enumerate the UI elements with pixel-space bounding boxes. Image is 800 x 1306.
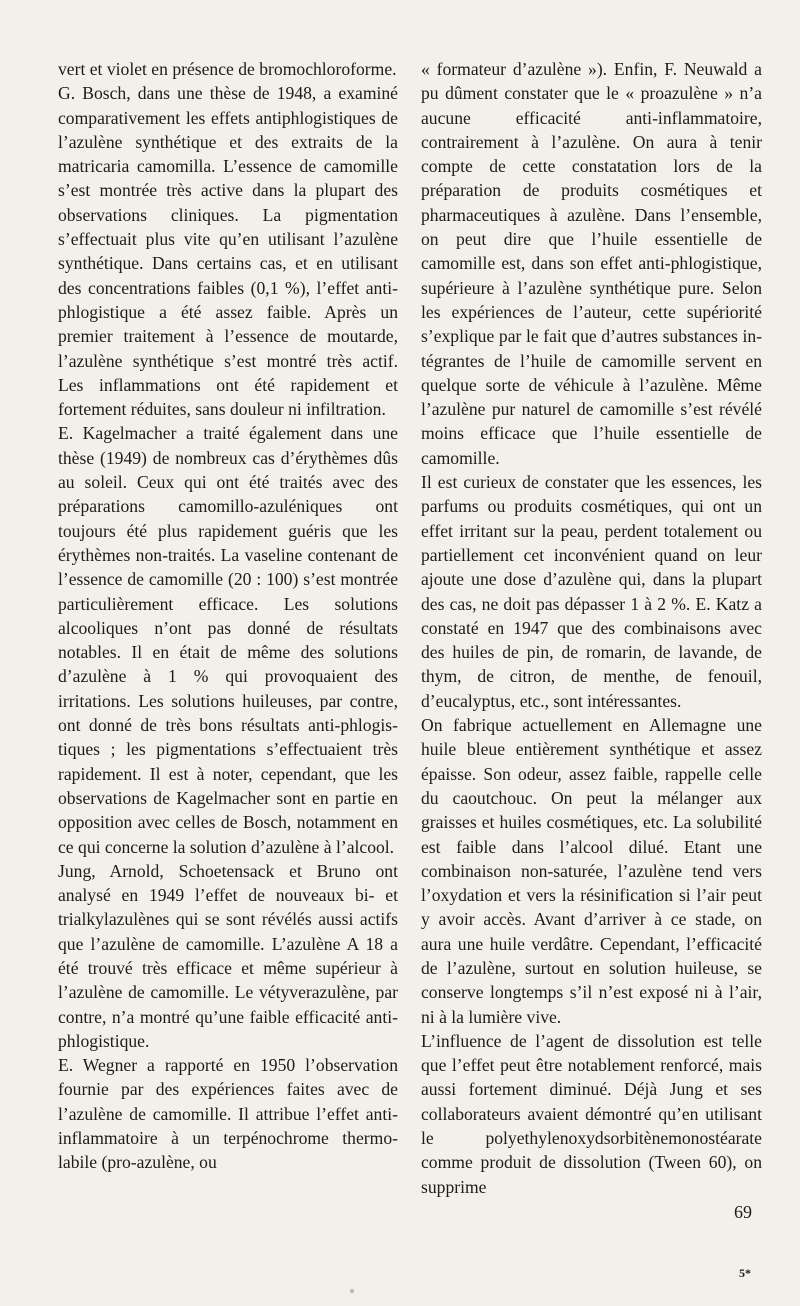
paragraph: On fabrique actuellement en Allemagne une huile bleue entièrement synthétique et assez épaisse. Son odeur, assez faible, rappelle celle du caoutchouc. On peut la mélanger aux graisses et huiles cosmétiques, etc. La solubilité est faible dans l’alcool dilué. Etant une combinaison non-saturée, l’azulène tend vers l’oxydation et vers la résinification si l’air peut y avoir accès. Avant d’arriver à ce stade, on aura une huile verdâtre. Cependant, l’efficacité de l’azulène, surtout en solution huileuse, se conserve longtemps s’il n’est exposé ni à l’air, ni à la lumière vive. [421, 715, 762, 1027]
paragraph: E. Wegner a rapporté en 1950 l’observation fournie par des expériences faites avec de l’azulène de camomille. Il attribue l’effet anti-inflammatoire à un terpénochrome thermo-labile (pro-azulène, ou [58, 1055, 398, 1173]
left-column [58, 57, 398, 1175]
paragraph: L’influence de l’agent de dissolution est telle que l’effet peut être notablement renforcé, mais aussi fortement diminué. Déjà Jung et ses collaborateurs avaient démontré qu’en utilisant le polyethylenoxydsorbitènemonostéarate comme produit de dissolution (Tween 60), on supprime [421, 1030, 762, 1197]
paragraph: vert et violet en présence de bromochloroforme. [58, 59, 397, 79]
paragraph: G. Bosch, dans une thèse de 1948, a examiné comparativement les effets antiphlogistiques de l’azulène synthétique et des extraits de la matricaria camomilla. L’essence de camomille s’est montrée très active dans la plupart des observations cliniques. La pigmentation s’effectuait plus vite qu’en utilisant l’azulène synthétique. Dans certains cas, et en utilisant des concentrations faibles (0,1 %), l’effet antiphlogistique a été assez faible. Après un premier traitement à l’essence de moutarde, l’azulène synthétique s’est montré très actif. Les inflammations ont été rapidement et fortement réduites, sans douleur ni infiltration. [58, 83, 398, 420]
signature-mark: 5* [739, 1266, 751, 1280]
paragraph: « formateur d’azulène »). Enfin, F. Neuwald a pu dûment constater que le « proazulène » n’a aucune efficacité anti-inflammatoire, contrairement à l’azulène. On aura à tenir compte de cette constatation lors de la préparation de produits cosmétiques et pharmaceutiques à azulène. Dans l’ensemble, on peut dire que l’huile essentielle de camomille est, dans son effet anti-phlogistique, supérieure à l’azulène synthétique pure. Selon les expériences de l’auteur, cette supériorité s’explique par le fait que d’autres substances intégrantes de l’huile de camomille servent en quelque sorte de véhicule à l’azulène. Même l’azulène pur naturel de camomille s’est révélé moins efficace que l’huile essentielle de camomille. [421, 59, 762, 468]
right-column [421, 57, 762, 1199]
paragraph: Jung, Arnold, Schoetensack et Bruno ont analysé en 1949 l’effet de nouveaux bi- et trialkylazulènes qui se sont révélés aussi actifs que l’azulène de camomille. L’azulène A 18 a été trouvé très efficace et même supérieur à l’azulène de camomille. Le vétyverazulène, par contre, n’a montré qu’une faible efficacité anti-phlogistique. [58, 860, 398, 1051]
print-dot [350, 1289, 354, 1293]
paragraph: Il est curieux de constater que les essences, les parfums ou produits cosmétiques, qui ont un effet irritant sur la peau, perdent totalement ou partiellement cet inconvénient quand on leur ajoute une dose d’azulène qui, dans la plupart des cas, ne doit pas dépasser 1 à 2 %. E. Katz a constaté en 1947 que des combinaisons avec des huiles de pin, de romarin, de lavande, de thym, de citron, de menthe, de fenouil, d’eucalyptus, etc., sont intéressantes. [421, 472, 762, 711]
paragraph: E. Kagelmacher a traité également dans une thèse (1949) de nombreux cas d’érythèmes dûs au soleil. Ceux qui ont été traités avec des préparations camomillo-azuléniques ont toujours été plus rapidement guéris que les érythèmes non-traités. La vaseline contenant de l’essence de camomille (20 : 100) s’est montrée particulièrement efficace. Les solutions alcooliques n’ont pas donné de résultats notables. Il en était de même des solutions d’azulène à 1 % qui provoquaient des irritations. Les solutions huileuses, par contre, ont donné de très bons résultats anti-phlogistiques ; les pigmentations s’effectuaient très rapidement. Il est à noter, cependant, que les observations de Kagelmacher sont en partie en opposition avec celles de Bosch, notamment en ce qui concerne la solution d’azulène à l’alcool. [58, 423, 398, 857]
page-number: 69 [734, 1202, 752, 1222]
